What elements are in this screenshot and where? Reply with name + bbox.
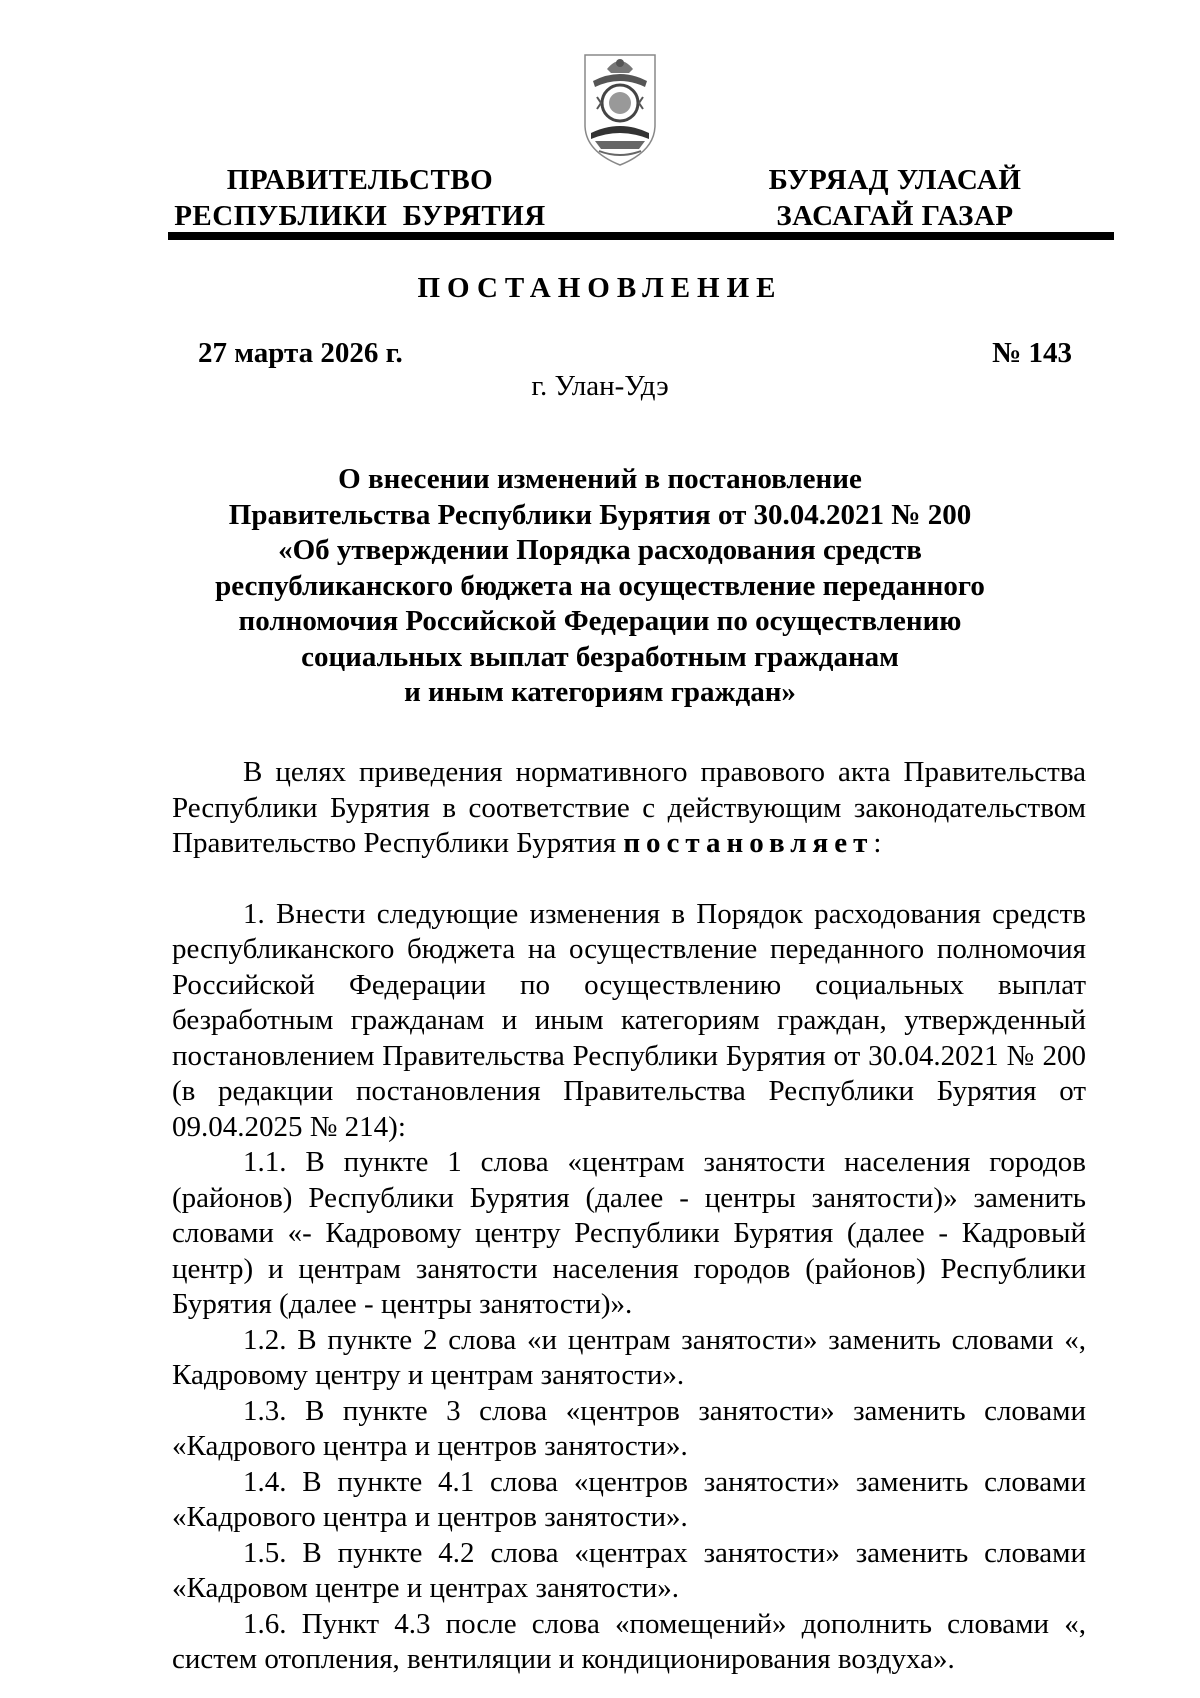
issuer-line: ЗАСАГАЙ ГАЗАР bbox=[776, 200, 1014, 232]
preamble-end: : bbox=[873, 827, 882, 859]
title-line: и иным категориям граждан» bbox=[404, 676, 796, 708]
document-date: 27 марта 2026 г. bbox=[198, 337, 403, 369]
preamble-text: В целях приведения нормативного правового акта Правительства Республики Бурятия в соответствие с действующим законодательством Правительство Республики Бурятия bbox=[172, 756, 1086, 859]
item-1-1: 1.1. В пункте 1 слова «центрам занятости населения городов (районов) Республики Бурятия (далее - центры занятости)» заменить словами «- Кадровому центру Республики Бурятия (далее - Кадровый центр) и центрам занятости населения городов (районов) Республики Бурятия (далее - центры занятости)». bbox=[172, 1146, 1086, 1320]
document-city: г. Улан-Удэ bbox=[531, 370, 669, 402]
title-line: О внесении изменений в постановление bbox=[338, 463, 862, 495]
document-body bbox=[172, 755, 1086, 1678]
coat-of-arms-emblem bbox=[579, 47, 661, 169]
issuer-name-buryat bbox=[745, 162, 1045, 234]
item-1: 1. Внести следующие изменения в Порядок расходования средств республиканского бюджета на осуществление переданного полномочия Российской Федерации по осуществлению социальных выплат безработным гражданам и иным категориям граждан, утвержденный постановлением Правительства Республики Бурятия от 30.04.2021 № 200 (в редакции постановления Правительства Республики Бурятия от 09.04.2025 № 214): bbox=[172, 897, 1086, 1143]
title-line: «Об утверждении Порядка расходования средств bbox=[278, 534, 922, 566]
item-1-2: 1.2. В пункте 2 слова «и центрам занятости» заменить словами «, Кадровому центру и центрам занятости». bbox=[172, 1323, 1086, 1391]
document-number: № 143 bbox=[992, 337, 1072, 369]
header-divider bbox=[168, 232, 1114, 240]
issuer-line: БУРЯАД УЛАСАЙ bbox=[768, 164, 1022, 196]
title-line: социальных выплат безработным гражданам bbox=[301, 640, 899, 673]
issuer-name-russian bbox=[170, 162, 550, 234]
preamble-paragraph bbox=[172, 755, 1086, 862]
issuer-line: РЕСПУБЛИКИ БУРЯТИЯ bbox=[174, 200, 546, 232]
item-1-5: 1.5. В пункте 4.2 слова «центрах занятости» заменить словами «Кадровом центре и центрах занятости». bbox=[172, 1536, 1086, 1604]
item-1-3: 1.3. В пункте 3 слова «центров занятости» заменить словами «Кадрового центра и центров занятости». bbox=[172, 1394, 1086, 1462]
item-1-4: 1.4. В пункте 4.1 слова «центров занятости» заменить словами «Кадрового центра и центров занятости». bbox=[172, 1465, 1086, 1533]
issuer-line: ПРАВИТЕЛЬСТВО bbox=[226, 164, 494, 196]
document-type: ПОСТАНОВЛЕНИЕ bbox=[417, 272, 783, 304]
document-title bbox=[160, 462, 1040, 711]
title-line: республиканского бюджета на осуществление переданного bbox=[215, 569, 985, 602]
decree-word: постановляет bbox=[623, 827, 874, 859]
title-line: Правительства Республики Бурятия от 30.04.2021 № 200 bbox=[228, 498, 972, 531]
title-line: полномочия Российской Федерации по осуществлению bbox=[238, 605, 962, 637]
item-1-6: 1.6. Пункт 4.3 после слова «помещений» дополнить словами «, систем отопления, вентиляции и кондиционирования воздуха». bbox=[172, 1607, 1086, 1675]
